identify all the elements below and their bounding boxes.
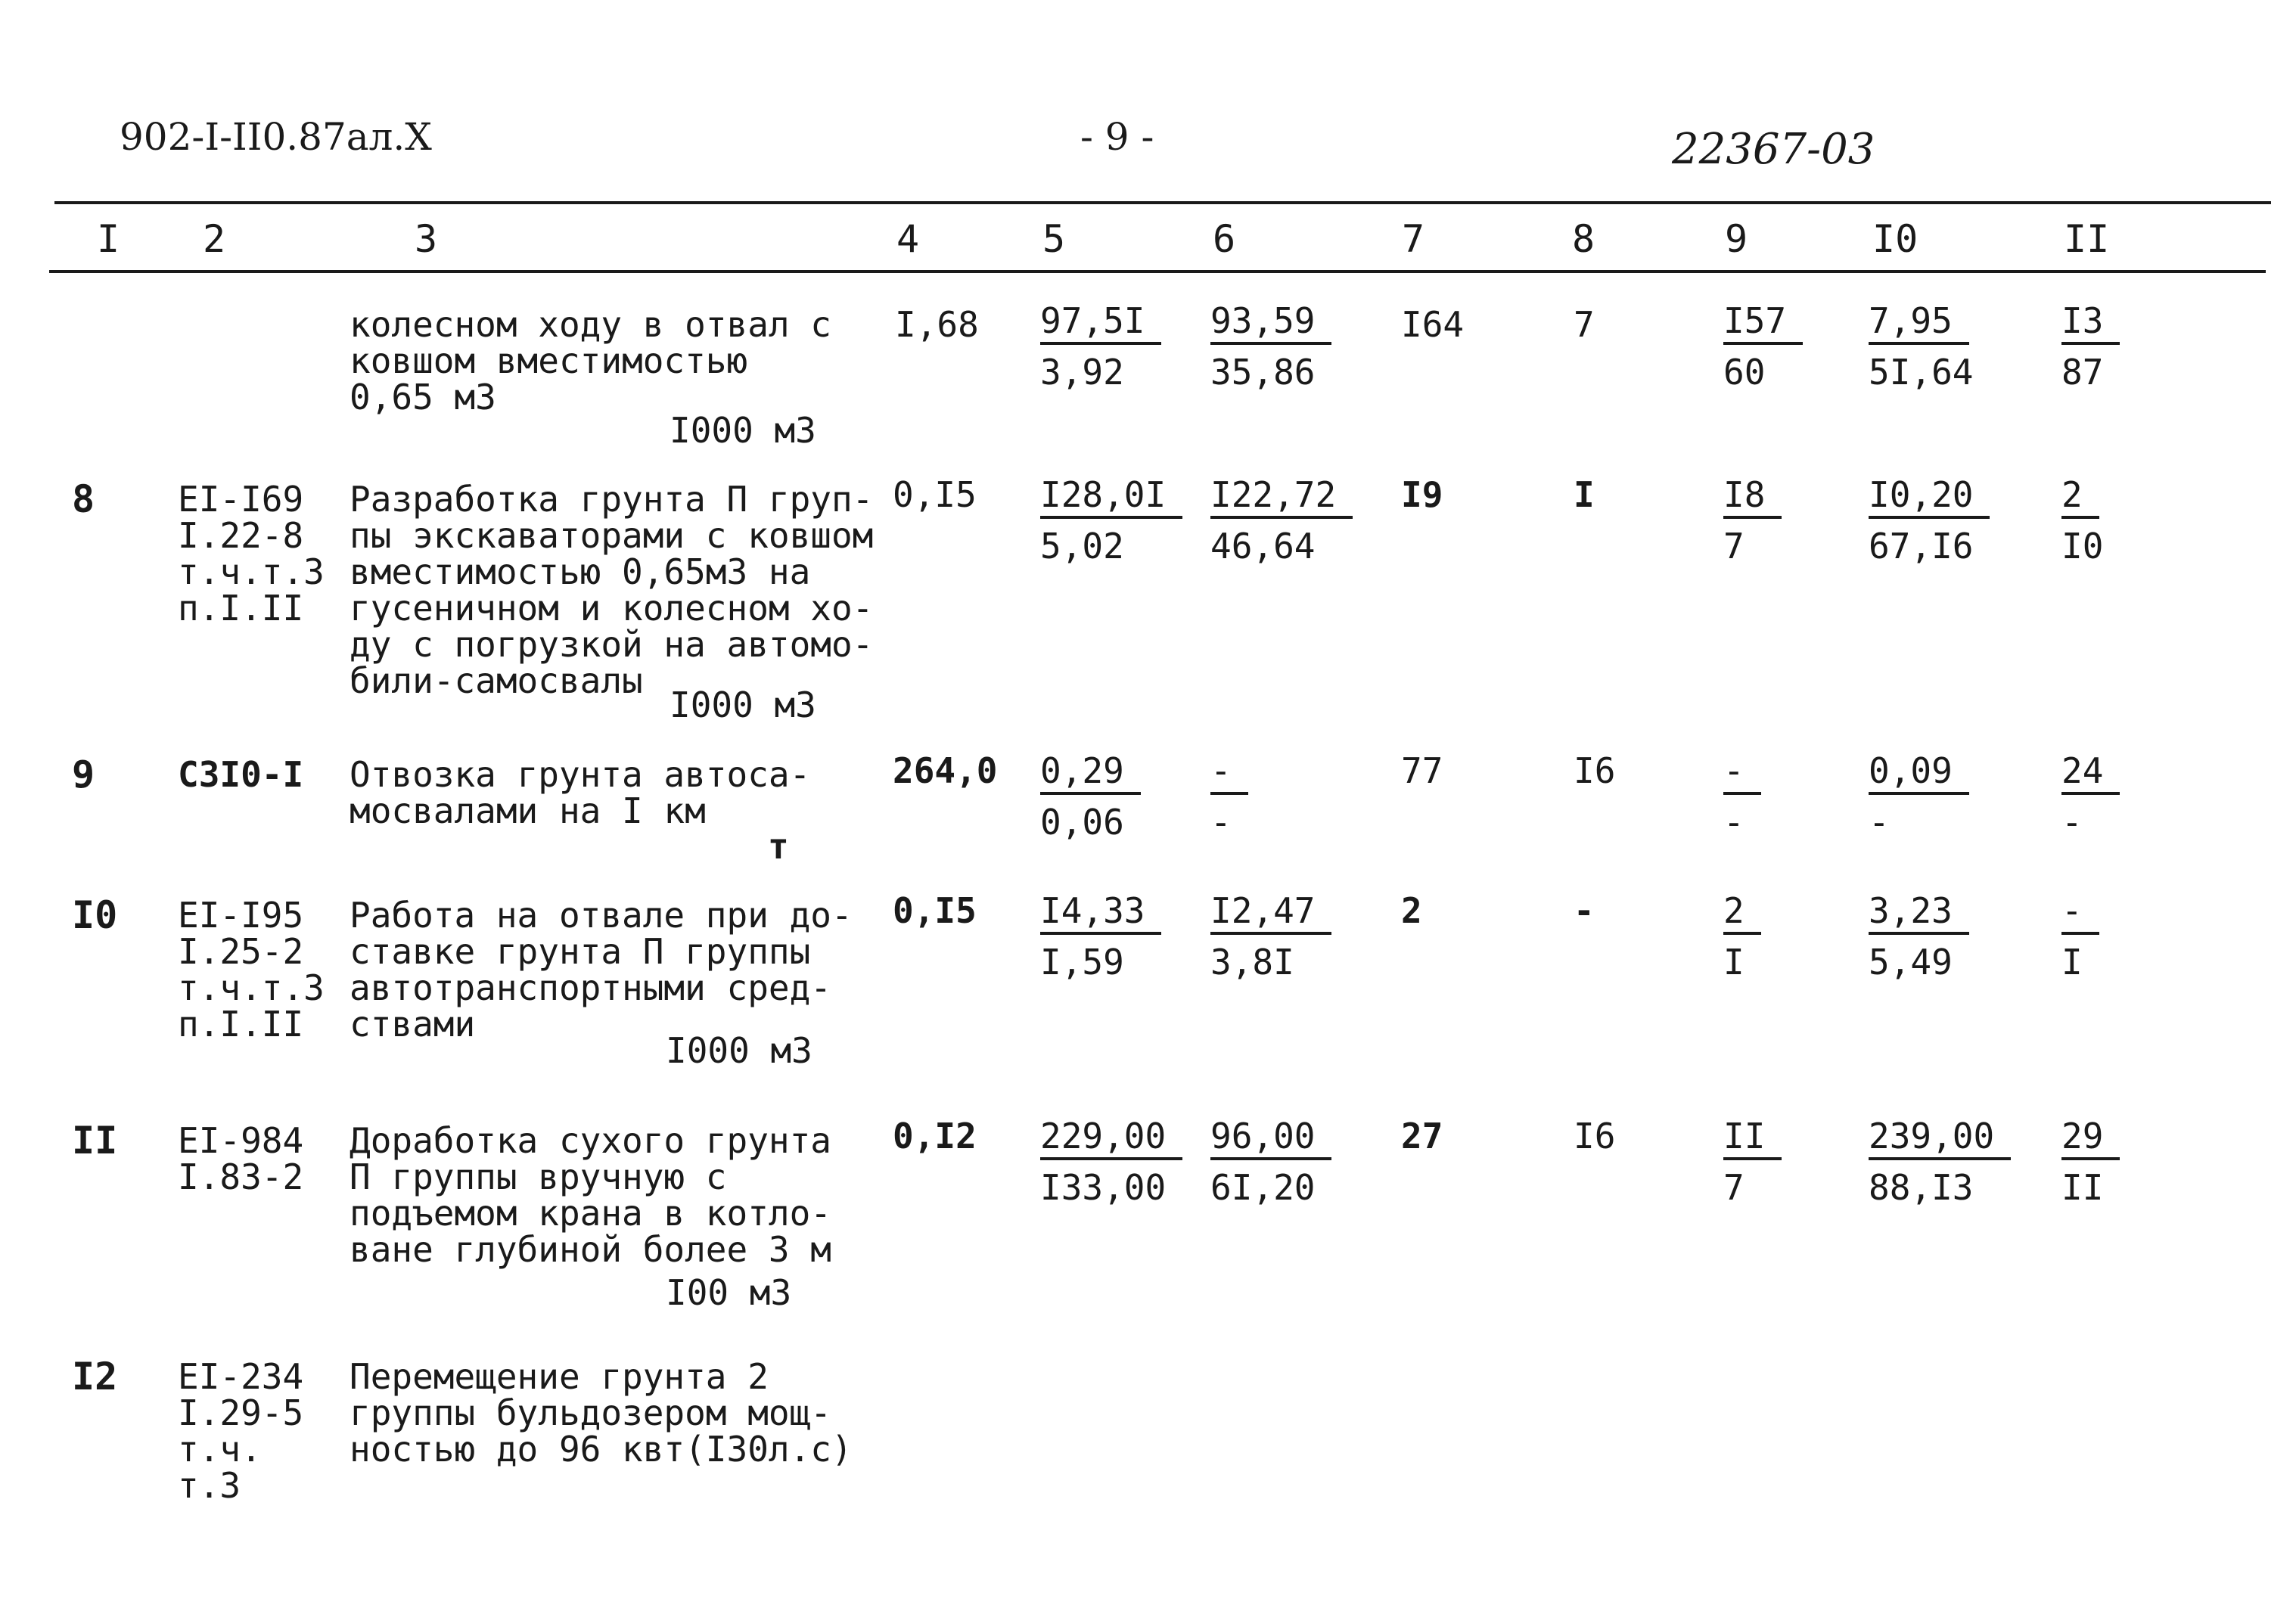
table-row-description: Отвозка грунта автоса- мосвалами на I км — [350, 754, 811, 831]
table-row-col9 — [1723, 1118, 1782, 1206]
col5-top: I4,33 — [1040, 892, 1161, 935]
table-row-unit: I00 м3 — [666, 1272, 792, 1313]
col6-top: 93,59 — [1210, 303, 1331, 345]
table-row-description: Работа на отвале при до- ставке грунта П группы автотранспортными сред- ствами — [350, 895, 853, 1045]
col11-top: 24 — [2061, 753, 2120, 795]
col10-bottom: 5,49 — [1869, 942, 1953, 982]
table-row-col7: 2 — [1401, 890, 1422, 931]
table-row-col8: I6 — [1574, 750, 1616, 791]
col5-bottom: 3,92 — [1040, 352, 1124, 393]
table-row-quantity: 0,I5 — [893, 890, 977, 931]
table-row-quantity: 264,0 — [893, 750, 998, 791]
table-row-col8: - — [1574, 890, 1595, 931]
col6-bottom: 3,8I — [1210, 942, 1294, 982]
col10-top: 0,09 — [1869, 753, 1969, 795]
table-row-col5 — [1040, 750, 1141, 843]
column-header-7: 7 — [1402, 217, 1425, 261]
table-row-col10 — [1869, 300, 1974, 393]
col6-top: 96,00 — [1210, 1118, 1331, 1160]
table-row-col10 — [1869, 750, 1969, 843]
col11-bottom: I0 — [2061, 526, 2104, 567]
table-row-col6 — [1210, 474, 1353, 567]
table-row-col7: 27 — [1401, 1116, 1443, 1156]
table-row-col8: 7 — [1574, 304, 1595, 345]
col5-bottom: I,59 — [1040, 942, 1124, 982]
table-row-col10 — [1869, 1118, 2011, 1206]
col11-top: I3 — [2061, 303, 2120, 345]
col11-top: 2 — [2061, 477, 2099, 519]
table-row-number: 9 — [72, 753, 95, 796]
table-row-description: колесном ходу в отвал с ковшом вместимостью 0,65 м3 — [350, 304, 831, 418]
table-row-col9 — [1723, 750, 1761, 843]
table-row-code: EI-I95 I.25-2 т.ч.т.3 п.I.II — [178, 895, 325, 1045]
col11-top: - — [2061, 892, 2099, 935]
col5-top: 97,5I — [1040, 303, 1161, 345]
col6-bottom: 46,64 — [1210, 526, 1316, 567]
col11-bottom: 87 — [2061, 352, 2104, 393]
column-header-4: 4 — [896, 217, 920, 261]
col10-top: 239,00 — [1869, 1118, 2011, 1160]
table-row-quantity: 0,I5 — [893, 474, 977, 515]
col9-bottom: 7 — [1723, 1167, 1745, 1208]
table-row-description: Разработка грунта П груп- пы экскаваторами с ковшом вместимостью 0,65м3 на гусеничном и колесном хо- ду с погрузкой на автомо- били-самосвалы — [350, 479, 874, 701]
table-row-col10 — [1869, 892, 1969, 980]
table-row-number: I2 — [72, 1355, 118, 1398]
table-row-quantity: I,68 — [895, 304, 979, 345]
table-row-col9 — [1723, 300, 1803, 393]
col5-top: 0,29 — [1040, 753, 1141, 795]
col9-bottom: - — [1723, 802, 1745, 843]
col5-bottom: I33,00 — [1040, 1167, 1167, 1208]
col6-bottom: - — [1210, 802, 1232, 843]
col9-top: - — [1723, 753, 1761, 795]
table-row-col5 — [1040, 1118, 1182, 1206]
col10-bottom: 88,I3 — [1869, 1167, 1974, 1208]
table-row-number: I0 — [72, 893, 118, 937]
document-number: 22367-03 — [1672, 125, 1875, 174]
page-number: - 9 - — [1080, 115, 1154, 159]
table-row-col7: 77 — [1401, 750, 1443, 791]
table-row-col11 — [2061, 300, 2120, 393]
table-row-number: II — [72, 1119, 118, 1163]
table-row-col5 — [1040, 892, 1161, 980]
col9-top: I57 — [1723, 303, 1803, 345]
column-header-1: I — [97, 217, 120, 261]
col9-bottom: I — [1723, 942, 1745, 982]
col6-top: - — [1210, 753, 1248, 795]
table-row-unit: т — [768, 826, 789, 867]
col11-bottom: - — [2061, 802, 2083, 843]
table-row-col9 — [1723, 892, 1761, 980]
table-row-col8: I — [1574, 474, 1595, 515]
column-header-5: 5 — [1042, 217, 1066, 261]
table-row-col6 — [1210, 892, 1331, 980]
col9-top: II — [1723, 1118, 1782, 1160]
col5-bottom: 0,06 — [1040, 802, 1124, 843]
table-row-unit: I000 м3 — [670, 684, 816, 725]
col6-top: I22,72 — [1210, 477, 1353, 519]
column-header-8: 8 — [1572, 217, 1595, 261]
table-row-col8: I6 — [1574, 1116, 1616, 1156]
col10-bottom: 5I,64 — [1869, 352, 1974, 393]
table-top-rule — [54, 201, 2271, 204]
col10-bottom: - — [1869, 802, 1890, 843]
table-row-description: Перемещение грунта 2 группы бульдозером мощ- ностью до 96 квт(I30л.с) — [350, 1356, 853, 1470]
col10-top: 3,23 — [1869, 892, 1969, 935]
col11-bottom: II — [2061, 1167, 2104, 1208]
table-row-col7: I64 — [1401, 304, 1465, 345]
table-row-code: EI-234 I.29-5 т.ч. т.3 — [178, 1356, 304, 1506]
table-row-number: 8 — [72, 477, 95, 521]
table-row-col6 — [1210, 300, 1331, 393]
col11-bottom: I — [2061, 942, 2083, 982]
table-row-col11 — [2061, 892, 2099, 980]
table-row-col5 — [1040, 474, 1182, 567]
column-header-6: 6 — [1213, 217, 1236, 261]
table-row-unit: I000 м3 — [666, 1030, 812, 1071]
column-header-3: 3 — [415, 217, 438, 261]
col5-top: 229,00 — [1040, 1118, 1182, 1160]
table-row-col9 — [1723, 474, 1782, 567]
col9-bottom: 60 — [1723, 352, 1766, 393]
table-header-rule — [49, 270, 2266, 273]
table-row-unit: I000 м3 — [670, 410, 816, 451]
table-row-col11 — [2061, 1118, 2120, 1206]
table-row-col6 — [1210, 750, 1248, 843]
column-header-10: I0 — [1872, 217, 1919, 261]
col10-bottom: 67,I6 — [1869, 526, 1974, 567]
col5-top: I28,0I — [1040, 477, 1182, 519]
table-row-col11 — [2061, 750, 2120, 843]
table-row-code: C3I0-I — [178, 754, 304, 795]
col9-top: I8 — [1723, 477, 1782, 519]
table-row-col5 — [1040, 300, 1161, 393]
column-header-9: 9 — [1725, 217, 1748, 261]
table-row-col11 — [2061, 474, 2104, 567]
column-header-2: 2 — [203, 217, 226, 261]
col10-top: 7,95 — [1869, 303, 1969, 345]
column-header-11: II — [2064, 217, 2110, 261]
col11-top: 29 — [2061, 1118, 2120, 1160]
col9-top: 2 — [1723, 892, 1761, 935]
table-row-col7: I9 — [1401, 474, 1443, 515]
table-row-description: Доработка сухого грунта П группы вручную с подъемом крана в котло- ване глубиной более 3 м — [350, 1120, 831, 1270]
table-row-code: EI-I69 I.22-8 т.ч.т.3 п.I.II — [178, 479, 325, 629]
document-code: 902-I-II0.87ал.X — [120, 115, 432, 159]
col5-bottom: 5,02 — [1040, 526, 1124, 567]
table-row-code: EI-984 I.83-2 — [178, 1120, 304, 1197]
table-row-quantity: 0,I2 — [893, 1116, 977, 1156]
table-row-col10 — [1869, 474, 1990, 567]
table-row-col6 — [1210, 1118, 1331, 1206]
col6-top: I2,47 — [1210, 892, 1331, 935]
col10-top: I0,20 — [1869, 477, 1990, 519]
col9-bottom: 7 — [1723, 526, 1745, 567]
col6-bottom: 6I,20 — [1210, 1167, 1316, 1208]
col6-bottom: 35,86 — [1210, 352, 1316, 393]
